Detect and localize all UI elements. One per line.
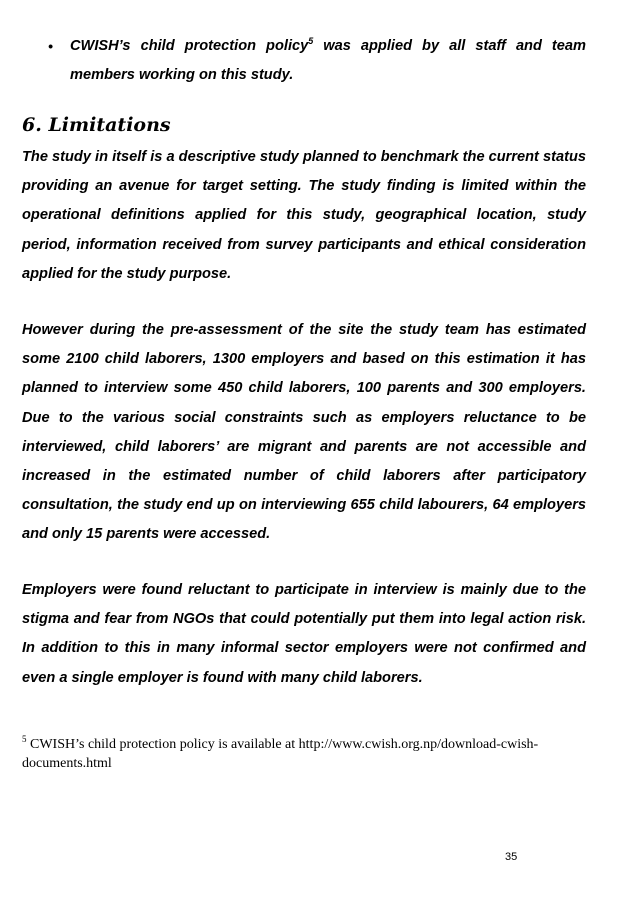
- bullet-text: [70, 32, 586, 90]
- paragraph-2: However during the pre-assessment of the site the study team has estimated some 2100 child laborers, 1300 employers and based on this estimation it has planned to interview some 450 child laborers, 100 parents and 300 employers. Due to the various social constraints such as employers reluctance to be interviewed, child laborers’ are migrant and parents are not accessible and increased in the estimated number of child laborers after participatory consultation, the study end up on interviewing 655 child labourers, 64 employers and only 15 parents were accessed.: [22, 322, 586, 543]
- bullet-text-end: was applied by all staff and team members working on this study.: [70, 38, 586, 84]
- paragraph-3: Employers were found reluctant to participate in interview is mainly due to the stigma and fear from NGOs that could potentially put them into legal action risk. In addition to this in many informal sector employers were not confirmed and even a single employer is found with many child laborers.: [22, 582, 586, 686]
- footnote-number: 5: [22, 734, 27, 744]
- bullet-text-start: CWISH’s child protection policy: [70, 38, 309, 54]
- footnote: [22, 735, 590, 773]
- paragraph-1: The study in itself is a descriptive study planned to benchmark the current status providing an avenue for target setting. The study finding is limited within the operational definitions applied for this study, geographical location, study period, information received from survey participants and ethical consideration applied for the study purpose.: [22, 149, 586, 282]
- page-number: 35: [505, 851, 518, 863]
- bullet-marker: •: [48, 38, 53, 54]
- footnote-text: CWISH’s child protection policy is available at http://www.cwish.org.np/download-cwish-documents.html: [22, 737, 539, 771]
- section-heading: 6. Limitations: [22, 114, 171, 136]
- footnote-reference[interactable]: 5: [308, 36, 314, 46]
